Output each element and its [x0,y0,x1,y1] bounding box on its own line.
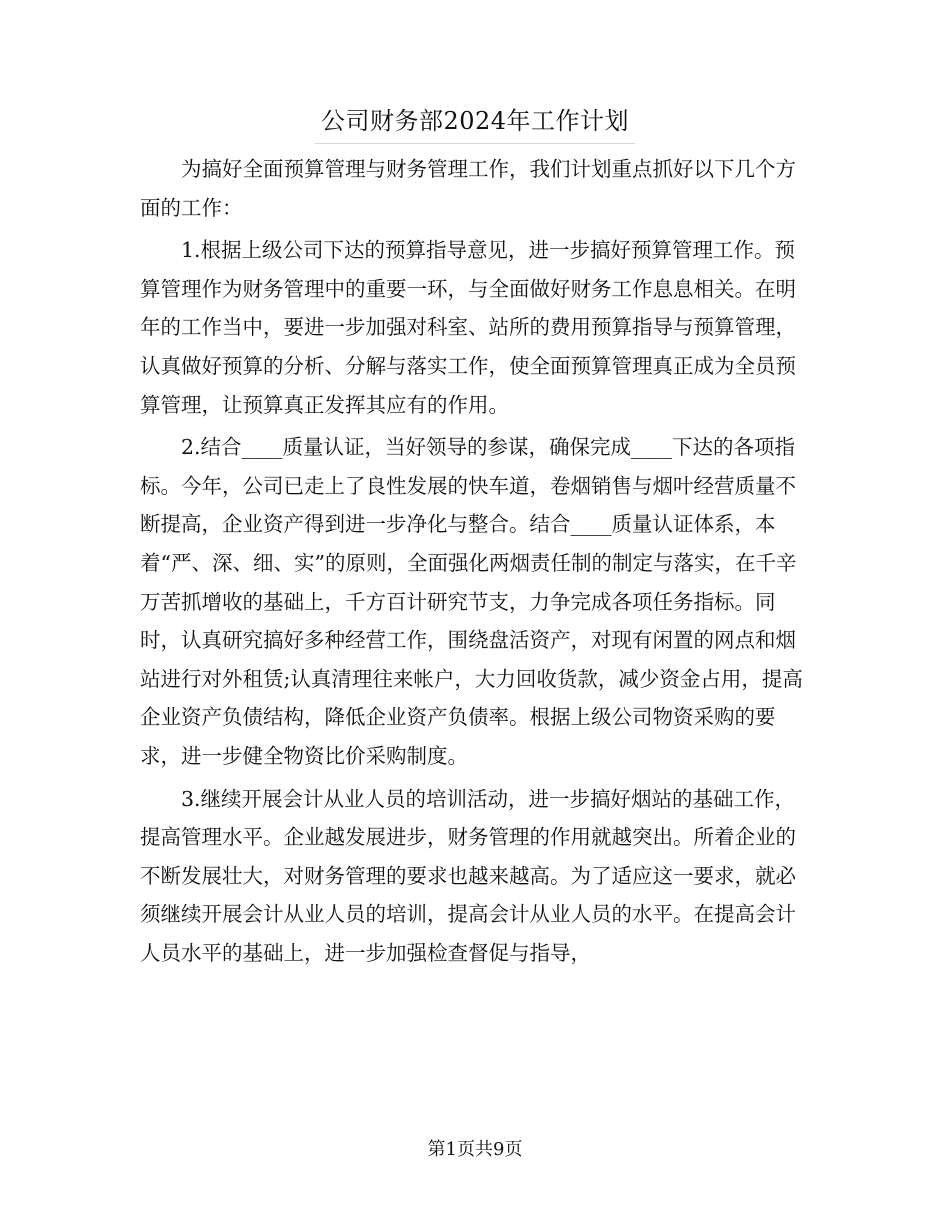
document-body [140,150,810,976]
title-container [0,103,950,144]
page-number-footer: 第1页共9页 [427,1139,523,1160]
paragraph-item-2: 2.结合____质量认证，当好领导的参谋，确保完成____下达的各项指标。今年，公司已走上了良性发展的快车道，卷烟销售与烟叶经营质量不断提高，企业资产得到进一步净化与整合。结合____质量认证体系，本着“严、深、细、实”的原则，全面强化两烟责任制的制定与落实，在千辛万苦抓增收的基础上，千方百计研究节支，力争完成各项任务指标。同时，认真研究搞好多种经营工作，围绕盘活资产，对现有闲置的网点和烟站进行对外租赁;认真清理往来帐户，大力回收货款，减少资金占用，提高企业资产负债结构，降低企业资产负债率。根据上级公司物资采购的要求，进一步健全物资比价采购制度。 [140,435,803,768]
intro-paragraph: 为搞好全面预算管理与财务管理工作，我们计划重点抓好以下几个方面的工作： [140,157,796,220]
document-title: 公司财务部2024年工作计划 [315,103,635,144]
paragraph-item-3: 3.继续开展会计从业人员的培训活动，进一步搞好烟站的基础工作，提高管理水平。企业越发展进步，财务管理的作用就越突出。所着企业的不断发展壮大，对财务管理的要求也越来越高。为了适应这一要求，就必须继续开展会计从业人员的培训，提高会计从业人员的水平。在提高会计人员水平的基础上，进一步加强检查督促与指导， [140,786,796,965]
paragraph-item-1: 1.根据上级公司下达的预算指导意见，进一步搞好预算管理工作。预算管理作为财务管理中的重要一环，与全面做好财务工作息息相关。在明年的工作当中，要进一步加强对科室、站所的费用预算指导与预算管理，认真做好预算的分析、分解与落实工作，使全面预算管理真正成为全员预算管理，让预算真正发挥其应有的作用。 [140,238,796,417]
